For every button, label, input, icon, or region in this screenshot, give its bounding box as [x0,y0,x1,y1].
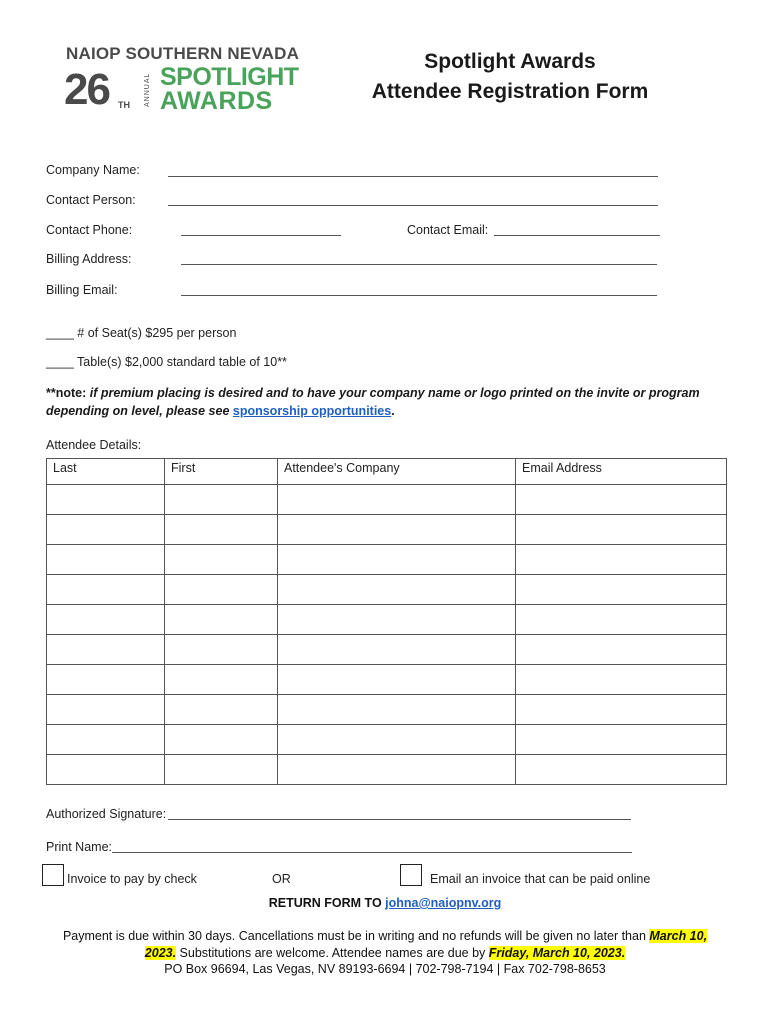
payment-terms-part1: Payment is due within 30 days. Cancellations must be in writing and no refunds will be given no later than [62,929,650,943]
attendee-first-cell[interactable] [165,515,278,545]
attendee-company-cell[interactable] [278,755,516,785]
sponsorship-link[interactable]: sponsorship opportunities [232,404,392,418]
attendee-company-cell[interactable] [278,695,516,725]
attendee-last-cell[interactable] [47,515,165,545]
table-row [47,695,727,725]
seats-option[interactable]: ____ # of Seat(s) $295 per person [46,326,237,340]
attendee-table [46,458,727,785]
contact-email-field[interactable] [494,235,660,236]
table-row [47,515,727,545]
attendee-last-cell[interactable] [47,665,165,695]
names-due-date: Friday, March 10, 2023. [488,946,626,960]
attendee-company-cell[interactable] [278,485,516,515]
contact-phone-field[interactable] [181,235,341,236]
note-end: . [391,404,395,418]
attendee-table-header [47,459,727,485]
attendee-last-cell[interactable] [47,575,165,605]
return-form-line [0,896,770,910]
column-header-company: Attendee's Company [278,459,516,485]
column-header-last: Last [47,459,165,485]
attendee-company-cell[interactable] [278,545,516,575]
attendee-company-cell[interactable] [278,725,516,755]
attendee-email-cell[interactable] [516,695,727,725]
table-row [47,575,727,605]
company-name-label: Company Name: [46,163,140,177]
attendee-last-cell[interactable] [47,635,165,665]
attendee-first-cell[interactable] [165,635,278,665]
table-row [47,725,727,755]
tables-option[interactable]: ____ Table(s) $2,000 standard table of 10** [46,355,287,369]
attendee-email-cell[interactable] [516,485,727,515]
check-invoice-label: Invoice to pay by check [67,872,197,886]
table-row [47,635,727,665]
column-header-email: Email Address [516,459,727,485]
logo-awards: AWARDS [160,87,273,115]
print-name-field[interactable] [112,852,632,853]
cancellation-deadline: March 10, 2023. [144,929,708,960]
premium-note [46,384,726,420]
attendee-first-cell[interactable] [165,545,278,575]
attendee-company-cell[interactable] [278,575,516,605]
attendee-email-cell[interactable] [516,605,727,635]
attendee-last-cell[interactable] [47,485,165,515]
or-label: OR [272,872,291,886]
attendee-first-cell[interactable] [165,695,278,725]
form-title-line1: Spotlight Awards [424,50,596,73]
attendee-last-cell[interactable] [47,725,165,755]
logo-spotlight: SPOTLIGHT [160,63,299,91]
attendee-first-cell[interactable] [165,605,278,635]
attendee-email-cell[interactable] [516,665,727,695]
logo-annual-label: ANNUAL [144,72,151,108]
contact-person-label: Contact Person: [46,193,136,207]
attendee-email-cell[interactable] [516,755,727,785]
attendee-email-cell[interactable] [516,725,727,755]
table-row [47,545,727,575]
print-name-label: Print Name: [46,840,112,854]
attendee-last-cell[interactable] [47,545,165,575]
attendee-first-cell[interactable] [165,755,278,785]
billing-address-field[interactable] [181,264,657,265]
return-email-link[interactable]: johna@naiopnv.org [385,896,502,910]
column-header-first: First [165,459,278,485]
company-name-field[interactable] [168,176,658,177]
email-invoice-checkbox[interactable] [400,864,422,886]
attendee-first-cell[interactable] [165,485,278,515]
attendee-last-cell[interactable] [47,605,165,635]
attendee-email-cell[interactable] [516,515,727,545]
authorized-signature-label: Authorized Signature: [46,807,167,821]
attendee-company-cell[interactable] [278,635,516,665]
attendee-company-cell[interactable] [278,665,516,695]
attendee-first-cell[interactable] [165,725,278,755]
attendee-details-heading: Attendee Details: [46,438,142,452]
table-row [47,605,727,635]
attendee-company-cell[interactable] [278,515,516,545]
check-invoice-checkbox[interactable] [42,864,64,886]
billing-email-label: Billing Email: [46,283,118,297]
attendee-first-cell[interactable] [165,665,278,695]
payment-terms-part2: Substitutions are welcome. Attendee names are due by [176,946,489,960]
billing-email-field[interactable] [181,295,657,296]
form-title-line2: Attendee Registration Form [371,80,649,103]
table-row [47,755,727,785]
logo-org-name: NAIOP SOUTHERN NEVADA [66,44,300,63]
authorized-signature-field[interactable] [168,819,631,820]
contact-email-label: Contact Email: [407,223,489,237]
attendee-company-cell[interactable] [278,605,516,635]
logo-anniversary-number: 26 [64,65,109,114]
attendee-last-cell[interactable] [47,755,165,785]
billing-address-label: Billing Address: [46,252,132,266]
attendee-email-cell[interactable] [516,575,727,605]
table-row [47,485,727,515]
payment-terms [50,928,720,962]
return-label: RETURN FORM TO [268,896,386,910]
note-text: if premium placing is desired and to have your company name or logo printed on the invite or program depending on level, please see [46,386,700,418]
attendee-email-cell[interactable] [516,635,727,665]
attendee-email-cell[interactable] [516,545,727,575]
contact-phone-label: Contact Phone: [46,223,133,237]
logo-ordinal-suffix: TH [118,100,130,110]
footer-address: PO Box 96694, Las Vegas, NV 89193-6694 | 702-798-7194 | Fax 702-798-8653 [164,962,606,976]
email-invoice-label: Email an invoice that can be paid online [430,872,651,886]
contact-person-field[interactable] [168,205,658,206]
note-prefix: **note: [46,386,90,400]
attendee-first-cell[interactable] [165,575,278,605]
attendee-last-cell[interactable] [47,695,165,725]
table-row [47,665,727,695]
